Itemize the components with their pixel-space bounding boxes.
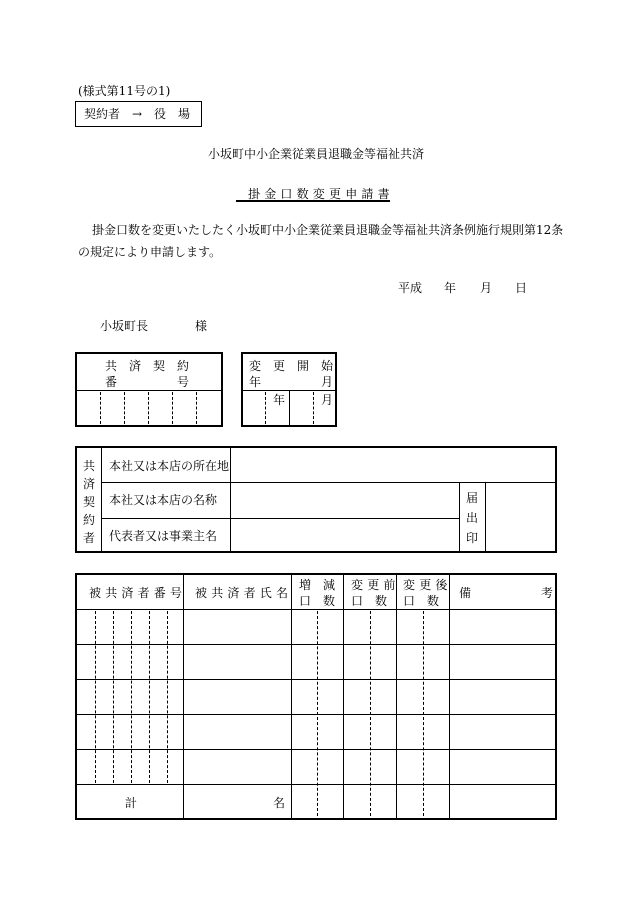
contractor-side-3: 契 — [83, 495, 96, 509]
footer-unit: 名 — [273, 796, 286, 810]
contractor-side-1: 共 — [83, 459, 96, 473]
date-day: 日 — [515, 281, 528, 295]
contractor-block — [75, 446, 557, 553]
date-era: 平成 — [398, 281, 423, 295]
body-line-2: の規定により申請します。 — [78, 245, 222, 259]
contractor-row-address: 本社又は本店の所在地 — [109, 459, 230, 473]
header-member-name: 被共済者氏名 — [195, 586, 293, 600]
contractor-row-company: 本社又は本店の名称 — [109, 493, 218, 507]
route-box — [75, 101, 202, 127]
contract-no-label-2: 番 号 — [105, 375, 190, 389]
body-line-1: 掛金口数を変更いたしたく小坂町中小企業従業員退職金等福祉共済条例施行規則第12条 — [92, 223, 564, 237]
seal-label-1: 届 — [466, 491, 479, 505]
header-before-top: 変更前 — [351, 578, 400, 592]
member-table — [75, 573, 557, 820]
change-start-year-unit: 年 — [273, 393, 286, 407]
doc-title-underline — [236, 200, 390, 202]
change-start-label-1: 変 更 開 始 — [249, 359, 334, 373]
contractor-side-4: 約 — [83, 513, 96, 527]
change-start-label-2: 年 月 — [249, 375, 334, 389]
change-start-month-unit: 月 — [321, 393, 334, 407]
header-before-bottom: 口 数 — [351, 594, 388, 608]
form-id: (様式第11号の1) — [78, 84, 171, 98]
doc-title: 掛金口数変更申請書 — [248, 187, 394, 201]
header-remarks-right: 考 — [541, 586, 554, 600]
addressee-name: 小坂町長 — [100, 319, 149, 333]
header-after-top: 変更後 — [403, 578, 452, 592]
header-incdec-top: 増 減 — [299, 578, 336, 592]
header-after-bottom: 口 数 — [403, 594, 440, 608]
contract-no-label-1: 共 済 契 約 — [105, 359, 190, 373]
seal-label-3: 印 — [466, 531, 479, 545]
date-year: 年 — [444, 281, 457, 295]
seal-label-2: 出 — [466, 511, 479, 525]
route-text: 契約者 → 役 場 — [84, 107, 191, 121]
change-start-box — [241, 352, 337, 427]
org-title: 小坂町中小企業従業員退職金等福祉共済 — [208, 147, 425, 161]
footer-total: 計 — [125, 796, 138, 810]
header-remarks-left: 備 — [459, 586, 472, 600]
contractor-side-5: 者 — [83, 531, 96, 545]
date-month: 月 — [480, 281, 493, 295]
contractor-row-representative: 代表者又は事業主名 — [109, 529, 218, 543]
header-incdec-bottom: 口 数 — [299, 594, 336, 608]
contract-no-box — [75, 352, 223, 427]
header-member-no: 被共済者番号 — [89, 586, 187, 600]
addressee-honorific: 様 — [195, 319, 208, 333]
contractor-side-2: 済 — [83, 477, 96, 491]
